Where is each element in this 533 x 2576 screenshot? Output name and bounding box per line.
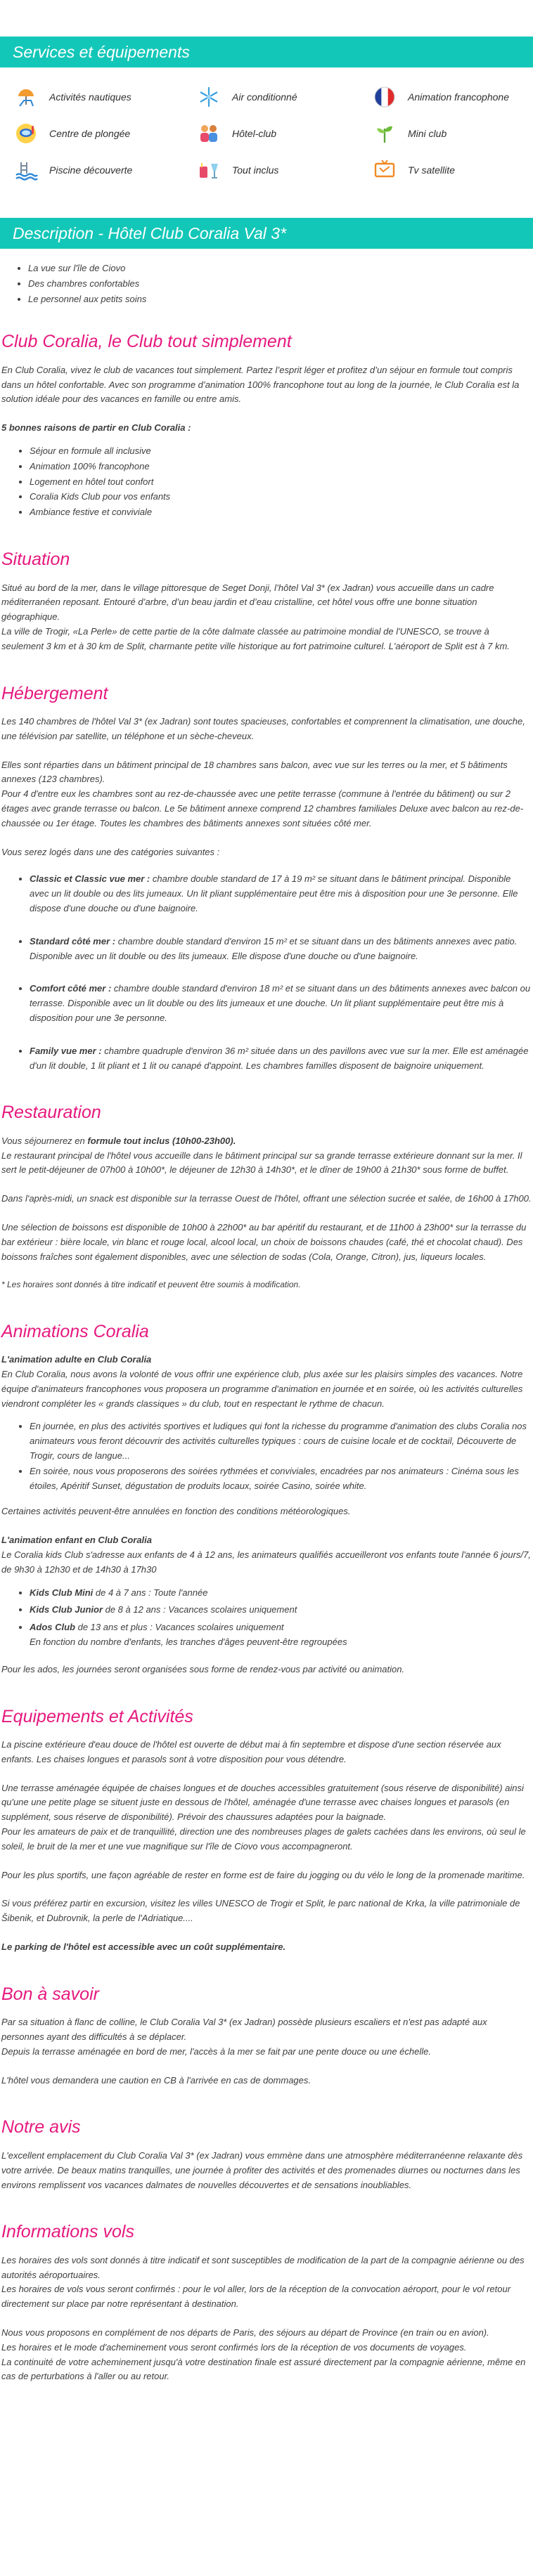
list-item	[30, 1044, 532, 1074]
mini-club-icon	[373, 122, 397, 145]
bold-text: L'animation enfant en Club Coralia	[1, 1535, 152, 1546]
paragraph: Par sa situation à flanc de colline, le Club Coralia Val 3* (ex Jadran) possède plusieurs escaliers et n'est pas adapté aux personnes ayant des difficultés à se déplacer.	[1, 2017, 487, 2043]
equipment-label: Hôtel-club	[232, 127, 277, 139]
equipment-label: Centre de plongée	[49, 127, 131, 139]
paragraph: Pour les plus sportifs, une façon agréable de rester en forme est de faire du jogging ou du vélo le long de la promenade maritime.	[1, 1869, 525, 1880]
equipment-item	[373, 83, 533, 111]
paragraph: Dans l'après-midi, un snack est disponible sur la terrasse Ouest de l'hôtel, offrant une sélection sucrée et salée, de 16h00 à 17h00.	[1, 1193, 532, 1204]
list-item	[30, 1620, 532, 1650]
kids-club-extra: En fonction du nombre d'enfants, les tranches d'âges peuvent-être regroupées	[30, 1636, 347, 1647]
kids-club-text: de 13 ans et plus : Vacances scolaires uniquement	[75, 1622, 284, 1633]
summary-list	[0, 249, 533, 306]
paragraph: Les horaires et le mode d'acheminement vous seront confirmés lors de la réception de vos documents de voyages.	[1, 2341, 467, 2353]
equipment-item	[373, 156, 533, 184]
paragraph: Les horaires de vols vous seront confirmés : pour le vol aller, lors de la réception de la convocation aéroport, pour le vol retour directement sur place par notre représentant à destination.	[1, 2284, 511, 2310]
paragraph: Certaines activités peuvent-être annulées en fonction des conditions météorologiques.	[1, 1506, 351, 1517]
room-name: Standard côté mer :	[30, 935, 116, 947]
paragraph	[1, 1353, 532, 1367]
paragraph: L'excellent emplacement du Club Coralia Val 3* (ex Jadran) vous emmène dans une atmosphère méditerranéenne relaxante dès votre arrivée. De beaux matins tranquilles, une journée à profiter des activités et des promenades diurnes ou nocturnes dans les environs remplissent vos vacances dalmates de nouvelles découvertes et de sensations inoubliables.	[1, 2149, 523, 2190]
equipment-label: Animation francophone	[408, 91, 509, 103]
equipment-label: Activités nautiques	[49, 91, 131, 103]
list-item: • En soirée, nous vous proposerons des soirées rythmées et conviviales, encadrées par nos animateurs : Cinéma sous les étoiles, Apéritif Sunset, dégustation de produits locaux, soirée Casino, soirée white.	[30, 1464, 532, 1494]
list-item	[30, 1586, 532, 1601]
equipment-label: Tv satellite	[408, 164, 455, 176]
list-item	[30, 872, 532, 916]
paragraph: Depuis la terrasse aménagée en bord de mer, l'accès à la mer se fait par une pente douce ou une échelle.	[1, 2045, 431, 2057]
paragraph: Situé au bord de la mer, dans le village pittoresque de Seget Donji, l’hôtel Val 3* (ex Jadran) vous accueille dans un cadre méditerranéen reposant. Entouré d’arbre, d’un beau jardin et d’eau cristalline, cet hôtel vous offre une bonne situation géographique.	[1, 582, 494, 623]
paragraph: Le Coralia kids Club s'adresse aux enfants de 4 à 12 ans, les animateurs qualifiés accueilleront vos enfants toute l'année 6 jours/7, de 9h30 à 12h30 et de 14h30 à 17h30	[1, 1549, 531, 1575]
content	[0, 330, 533, 2384]
reasons-list	[1, 444, 532, 520]
equipments-title: Services et équipements	[0, 37, 533, 67]
paragraph: Le restaurant principal de l'hôtel vous accueille dans le bâtiment principal sur sa grande terrasse extérieure donnant sur la mer. Il sert le petit-déjeuner de 07h00 à 10h00*, le déjeuner de 12h30 à 14h30*, et le dîner de 19h00 à 21h30* sous forme de buffet.	[1, 1150, 522, 1176]
paragraph: Nous vous proposons en complément de nos départs de Paris, des séjours au départ de Province (en train ou en avion).	[1, 2327, 489, 2338]
equipment-item	[373, 119, 533, 148]
room-text: chambre quadruple d'environ 36 m² située dans un des pavillons avec vue sur la mer. Elle est aménagée d'un lit double, 1 lit pliant et 1 lit ou canapé d'appoint. Les chambres familles disposent de baignoire uniquement.	[30, 1045, 529, 1071]
bold-text: Le parking de l'hôtel est accessible avec un coût supplémentaire.	[1, 1941, 286, 1952]
paragraph: Une terrasse aménagée équipée de chaises longues et de douches accessibles gratuitement (sous réserve de disponibilité) ainsi qu'une une petite plage se situent juste en dessous de l'hôtel, aménagée d'une terrasse avec chaises longues et parasols (en supplément, sous réserve de disponibilité). Prévoir des chaussures adaptées pour la baignade.	[1, 1782, 524, 1823]
paragraph: Si vous préférez partir en excursion, visitez les villes UNESCO de Trogir et Split, le parc national de Krka, la ville patrimoniale de Šibenik, et Dubrovnik, la perle de l'Adriatique....	[1, 1898, 520, 1924]
all-inclusive-icon	[197, 158, 221, 182]
paragraph	[1, 1940, 532, 1955]
paragraph: En Club Coralia, vivez le club de vacances tout simplement. Partez l’esprit léger et profitez d’un séjour en formule tout compris dans un hôtel confortable. Avec son programme d’animation 100% francophone tout au long de la journée, le Club Coralia est la solution idéale pour des vacances en famille ou entre amis.	[1, 364, 520, 405]
paragraph	[1, 421, 532, 436]
paragraph: Pour les amateurs de paix et de tranquillité, direction une des nombreuses plages de galets cachées dans les environs, où seul le soleil, le bruit de la mer et une vue magnifique sur l'île de Ciovo vous accompagneront.	[1, 1826, 526, 1852]
diving-icon	[14, 122, 38, 145]
pool-icon	[14, 158, 38, 182]
paragraph: En Club Coralia, nous avons la volonté de vous offrir une expérience club, plus axée sur les plaisirs simples des vacances. Notre équipe d'animateurs francophones vous proposera un programme d'animation en journée et en soirée, où les activités culturelles viendront compléter les « grands classiques » du club, tout en respectant le rythme de chacun.	[1, 1368, 523, 1409]
list-item: • Animation 100% francophone	[30, 460, 532, 474]
note: * Les horaires sont donnés à titre indicatif et peuvent être soumis à modification.	[1, 1280, 301, 1290]
description-title: Description - Hôtel Club Coralia Val 3*	[0, 218, 533, 249]
list-item: • En journée, en plus des activités sportives et ludiques qui font la richesse du programme d'animation des clubs Coralia nos animateurs vous feront découvrir des activités culturelles typiques : cours de cuisine locale et de cocktail, Découverte de Trogir, cours de langue...	[30, 1419, 532, 1463]
kids-club-text: de 4 à 7 ans : Toute l'année	[93, 1587, 208, 1598]
equipment-item	[14, 156, 197, 184]
section-heading: Situation	[1, 549, 70, 570]
text: Vous séjournerez en	[1, 1135, 88, 1146]
equipment-label: Piscine découverte	[49, 164, 133, 176]
paragraph	[1, 1134, 532, 1149]
room-name: Family vue mer :	[30, 1045, 102, 1056]
list-item: • Le personnel aux petits soins	[28, 292, 533, 307]
section-heading: Equipements et Activités	[1, 1706, 193, 1726]
paragraph: Vous serez logés dans une des catégories suivantes :	[1, 846, 220, 857]
section-heading: Hébergement	[1, 683, 108, 703]
section-heading: Animations Coralia	[1, 1321, 149, 1341]
list-item: • Ambiance festive et conviviale	[30, 505, 532, 520]
paragraph: Pour les ados, les journées seront organisées sous forme de rendez-vous par activité ou animation.	[1, 1663, 405, 1674]
bold-text: 5 bonnes raisons de partir en Club Coralia :	[1, 422, 191, 434]
beach-chair-icon	[14, 85, 38, 109]
kids-club-text: de 8 à 12 ans : Vacances scolaires uniquement	[103, 1604, 297, 1615]
page	[0, 37, 533, 2400]
equipment-item	[14, 83, 197, 111]
equipment-label: Mini club	[408, 127, 447, 139]
kids-club-name: Kids Club Mini	[30, 1587, 94, 1598]
french-flag-icon	[373, 85, 397, 109]
equipment-label: Tout inclus	[232, 164, 279, 176]
room-name: Classic et Classic vue mer :	[30, 873, 150, 885]
section-heading: Bon à savoir	[1, 1984, 99, 2004]
kids-club-name: Ados Club	[30, 1622, 75, 1633]
bold-text: formule tout inclus (10h00-23h00).	[87, 1135, 236, 1146]
bold-text: L'animation adulte en Club Coralia	[1, 1354, 152, 1365]
equipment-label: Air conditionné	[232, 91, 297, 103]
list-item: • Séjour en formule all inclusive	[30, 444, 532, 459]
paragraph: Pour 4 d'entre eux les chambres sont au rez-de-chaussée avec une petite terrasse (commune à l'entrée du bâtiment) ou sur 2 étages avec grande terrasse ou balcon. Le 5e bâtiment annexe comprend 12 chambres familiales Deluxe avec balcon au rez-de-chaussée ou 1er étage. Toutes les chambres des bâtiments annexes sont situées côté mer.	[1, 788, 524, 828]
paragraph: L'hôtel vous demandera une caution en CB à l'arrivée en cas de dommages.	[1, 2074, 312, 2086]
list-item	[30, 1603, 532, 1618]
paragraph: Elles sont réparties dans un bâtiment principal de 18 chambres sans balcon, avec vue sur les terres ou la mer, et 5 bâtiments annexes (123 chambres).	[1, 759, 508, 785]
equipments-grid	[0, 67, 533, 200]
paragraph	[1, 1533, 532, 1548]
equipment-item	[197, 156, 373, 184]
adult-list	[1, 1419, 532, 1493]
section-heading: Club Coralia, le Club tout simplement	[1, 332, 292, 352]
snowflake-icon	[197, 85, 221, 109]
kids-club-name: Kids Club Junior	[30, 1604, 103, 1615]
section-heading: Informations vols	[1, 2222, 134, 2242]
list-item: • Coralia Kids Club pour vos enfants	[30, 490, 532, 505]
paragraph: La piscine extérieure d'eau douce de l'hôtel est ouverte de début mai à fin septembre et dispose d'une section réservée aux enfants. Les chaises longues et parasols sont à votre disposition pour vous détendre.	[1, 1739, 501, 1764]
kids-list	[1, 1586, 532, 1650]
paragraph: La continuité de votre acheminement jusqu'à votre destination finale est assuré directement par la compagnie aérienne, même en cas de perturbations à l'aller ou au retour.	[1, 2356, 526, 2382]
paragraph: La ville de Trogir, «La Perle» de cette partie de la côte dalmate classée au patrimoine mondial de l'UNESCO, se trouve à seulement 3 km et à 30 km de Split, charmante petite ville historique au fort patrimoine culturel. L'aéroport de Split est à 7 km.	[1, 625, 510, 651]
room-text: chambre double standard d'environ 15 m² et se situant dans un des bâtiments annexes avec patio. Disponible avec un lit double ou des lits jumeaux. Elle dispose d'une douche ou d'une baignoire.	[30, 935, 518, 961]
paragraph: Les horaires des vols sont donnés à titre indicatif et sont susceptibles de modification de la part de la compagnie aérienne ou des autorités aéroportuaires.	[1, 2254, 525, 2280]
club-people-icon	[197, 122, 221, 145]
room-text: chambre double standard de 17 à 19 m² se situant dans le bâtiment principal. Disponible avec un lit double ou des lits jumeaux. Un lit pliant supplémentaire peut être mis à disposition pour une 3e personne. Elle dispose d'une douche ou d'une baignoire.	[30, 873, 518, 914]
equipment-item	[197, 119, 373, 148]
equipment-item	[14, 119, 197, 148]
section-heading: Restauration	[1, 1102, 101, 1123]
paragraph: Les 140 chambres de l'hôtel Val 3* (ex Jadran) sont toutes spacieuses, confortables et comprennent la climatisation, une douche, une télévision par satellite, un téléphone et un sèche-cheveux.	[1, 716, 525, 741]
list-item: • Logement en hôtel tout confort	[30, 475, 532, 490]
rooms-list	[1, 872, 532, 1073]
list-item	[30, 935, 532, 964]
list-item	[30, 982, 532, 1025]
room-name: Comfort côté mer :	[30, 983, 112, 994]
room-text: chambre double standard d'environ 18 m² et se situant dans un des bâtiments annexes avec balcon ou terrasse. Disponible avec un lit double ou des lits jumeaux et une douche. Un lit pliant supplémentaire peut être mis à disposition pour une 3e personne.	[30, 983, 531, 1023]
list-item: • Des chambres confortables	[28, 277, 533, 292]
paragraph: Une sélection de boissons est disponible de 10h00 à 22h00* au bar apéritif du restaurant, et de 11h00 à 23h00* sur la terrasse du bar extérieur : bière locale, vin blanc et rouge local, alcool local, un choix de boissons chaudes (café, thé et chocolat chaud). Des boissons fraîches sont également disponibles, avec une sélection de sodas (Cola, Orange, Citron), jus, liqueurs locales.	[1, 1222, 527, 1262]
section-heading: Notre avis	[1, 2117, 81, 2138]
list-item: • La vue sur l'île de Ciovo	[28, 261, 533, 276]
equipment-item	[197, 83, 373, 111]
tv-icon	[373, 158, 397, 182]
